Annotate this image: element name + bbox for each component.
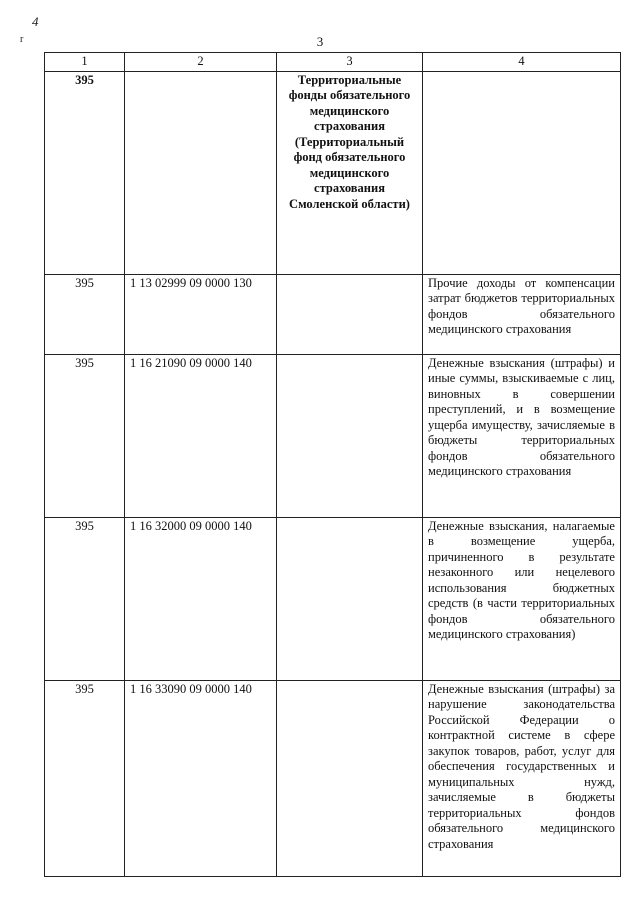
table-row (45, 517, 621, 680)
admin-code-cell: 395 (45, 71, 125, 274)
table-row (45, 680, 621, 876)
table-row (45, 354, 621, 517)
admin-code-cell: 395 (45, 354, 125, 517)
table-header-row (45, 53, 621, 72)
page-number: 3 (316, 34, 324, 49)
administrator-name-cell (277, 680, 423, 876)
revenue-description-cell: Прочие доходы от компенсации затрат бюджетов территориальных фондов обязательного медицинского страхования (423, 274, 621, 354)
side-mark: r (20, 34, 24, 45)
admin-code-cell: 395 (45, 680, 125, 876)
kbk-code-cell: 1 13 02999 09 0000 130 (125, 274, 277, 354)
administrator-name-cell (277, 517, 423, 680)
kbk-code-cell (125, 71, 277, 274)
header-cell-4: 4 (423, 53, 621, 72)
revenue-description-cell (423, 71, 621, 274)
kbk-code-cell: 1 16 32000 09 0000 140 (125, 517, 277, 680)
corner-mark: 4 (32, 14, 39, 29)
admin-code-cell: 395 (45, 274, 125, 354)
header-cell-1: 1 (45, 53, 125, 72)
revenue-description-cell: Денежные взыскания, налагаемые в возмещение ущерба, причиненного в результате незаконного или нецелевого использования бюджетных средств (в части территориальных фондов обязательного медицинского страхования) (423, 517, 621, 680)
admin-code-cell: 395 (45, 517, 125, 680)
administrator-name-cell (277, 354, 423, 517)
header-cell-2: 2 (125, 53, 277, 72)
kbk-code-cell: 1 16 33090 09 0000 140 (125, 680, 277, 876)
table-row (45, 71, 621, 274)
revenue-description-cell: Денежные взыскания (штрафы) за нарушение законодательства Российской Федерации о контрактной системе в сфере закупок товаров, работ, услуг для обеспечения государственных и муниципальных нужд, зачисляемые в бюджеты территориальных фондов обязательного медицинского страхования (423, 680, 621, 876)
table-row (45, 274, 621, 354)
revenue-code-table (44, 52, 621, 877)
administrator-name-cell: Территориальные фонды обязательного медицинского страхования (Территориальный фонд обязательного медицинского страхования Смоленской области) (277, 71, 423, 274)
header-cell-3: 3 (277, 53, 423, 72)
kbk-code-cell: 1 16 21090 09 0000 140 (125, 354, 277, 517)
revenue-description-cell: Денежные взыскания (штрафы) и иные суммы, взыскиваемые с лиц, виновных в совершении преступлений, и в возмещение ущерба имуществу, зачисляемые в бюджеты территориальных фондов обязательного медицинского страхования (423, 354, 621, 517)
administrator-name-cell (277, 274, 423, 354)
